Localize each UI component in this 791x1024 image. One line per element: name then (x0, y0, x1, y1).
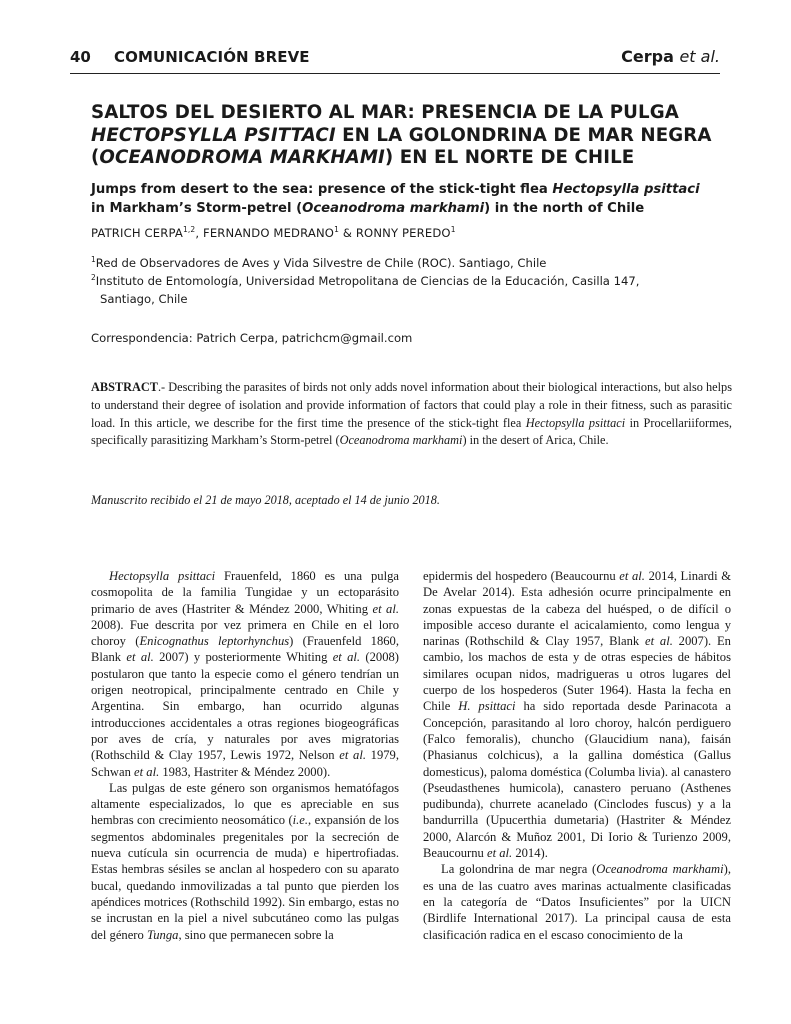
section-label: COMUNICACIÓN BREVE (114, 48, 310, 66)
english-title-line-2 (91, 199, 731, 218)
english-title (91, 180, 731, 218)
page-header (70, 46, 720, 72)
title-line-2-rest: EN LA GOLONDRINA DE MAR NEGRA (335, 124, 712, 146)
affiliation-1-text: Red de Observadores de Aves y Vida Silvestre de Chile (ROC). Santiago, Chile (95, 256, 547, 270)
title-line-3 (91, 147, 731, 170)
body-text: ) (Frauenfeld 1860, Blank (91, 634, 399, 665)
species-name: Enicognathus leptorhynchus (139, 634, 290, 649)
english-title-species-flea: Hectopsylla psittaci (552, 182, 700, 197)
affiliation-1 (91, 254, 731, 272)
body-text: 2007). En cambio, los machos de esta y de otras especies de hábitos similares ocupan nidos, madrigueras u otros lugares del cuerpo de los hospederos (Suter 1964). Hasta la fecha en Chile (423, 634, 731, 714)
running-author (621, 47, 720, 66)
author-cerpa-affil: 1,2 (182, 225, 196, 235)
body-text: 2014, Linardi & De Avelar 2014). Esta adhesión ocurre principalmente en zonas expuestas de la cabeza del huésped, o de difícil o imposible acceso durante el acicalamiento, como lengua y narinas (Rothschild & Clay 1957, Blank (423, 569, 731, 649)
title-line-3-rest: ) EN EL NORTE DE CHILE (384, 147, 635, 168)
english-title-text-2: in Markham’s Storm-petrel ( (91, 201, 303, 216)
running-author-etal: et al. (679, 47, 720, 66)
abstract-text-1: .- Describing the parasites of birds not only adds novel information about their biological interactions, but also helps to understand their degree of isolation and provide information of factors that could play a role in their fitness, such as parasitic load. In this article, we describe for the first time the presence of the stick-tight flea (91, 380, 732, 430)
body-text: 1979, Schwan (91, 748, 399, 779)
abstract-species-flea: Hectopsylla psittaci (525, 415, 626, 430)
author-peredo: & RONNY PEREDO (338, 226, 451, 240)
body-text: (2008) postularon que tanto la especie como el género tendrían un origen neotropical, principalmente centrado en Chile y Argentina. Sin embargo, han ocurrido algunas introducciones accidentales a otras regiones biogeográficas por aves de cría, y naturales por aves migratorias (Rothschild & Clay 1957, Lewis 1972, Nelson (91, 650, 399, 763)
abstract (91, 379, 732, 450)
affiliation-2-marker: 2 (91, 273, 96, 283)
abstract-label: ABSTRACT (91, 380, 158, 394)
english-title-line-1 (91, 180, 731, 199)
author-medrano-affil: 1 (334, 225, 339, 235)
abstract-text-3: ) in the desert of Arica, Chile. (462, 433, 609, 448)
header-rule (70, 73, 720, 74)
body-text: 2007) y posteriormente Whiting (153, 650, 333, 665)
body-text: 1983, Hastriter & Méndez 2000). (159, 764, 331, 779)
affiliation-2 (91, 272, 731, 290)
etal: et al. (372, 601, 399, 616)
author-list (91, 226, 456, 240)
body-text: ), es una de las cuatro aves marinas actualmente clasificadas en la categoría de “Datos Insuficientes” por la UICN (Birdlife International 2017). La principal causa de esta clasificación radica en el escaso conocimiento de la (423, 862, 731, 942)
body-paragraph (423, 568, 731, 861)
body-paragraph (91, 780, 399, 943)
etal: et al. (487, 846, 513, 861)
body-text: 2014). (512, 846, 548, 861)
etal: et al. (126, 650, 154, 665)
etal: et al. (339, 748, 366, 763)
received-dates: Manuscrito recibido el 21 de mayo 2018, aceptado el 14 de junio 2018. (91, 493, 440, 507)
species-name: H. psittaci (458, 699, 516, 714)
english-title-text-1: Jumps from desert to the sea: presence of the stick-tight flea (91, 182, 553, 197)
title-species-flea: HECTOPSYLLA PSITTACI (91, 124, 336, 146)
body-paragraph (423, 861, 731, 942)
body-text: , expansión de los segmentos abdominales pregenitales por la secreción de nueva cutícula sin ocurrencia de muda) e hipertrofiadas. Estas hembras sésiles se anclan al hospedero con su aparato bucal, quedando inmovilizadas a tal punto que pierden los apéndices motrices (Rothschild 1992). Sin embargo, estas no se incrustan en la piel a nivel subcutáneo como las pulgas del género (91, 813, 399, 942)
body-text: , sino que permanecen sobre la (178, 927, 334, 942)
etal: et al. (645, 634, 673, 649)
species-name: Tunga (146, 927, 179, 942)
abbrev: i.e. (292, 813, 309, 828)
title-line-1: SALTOS DEL DESIERTO AL MAR: PRESENCIA DE LA PULGA (91, 102, 679, 123)
affiliation-2-text: Instituto de Entomología, Universidad Metropolitana de Ciencias de la Educación, Casilla 147, (95, 274, 640, 288)
species-name: Oceanodroma markhami (596, 862, 724, 877)
running-author-name: Cerpa (621, 47, 674, 66)
english-title-text-3: ) in the north of Chile (484, 201, 645, 216)
author-peredo-affil: 1 (450, 225, 456, 235)
correspondence: Correspondencia: Patrich Cerpa, patrichcm@gmail.com (91, 331, 413, 345)
body-text: ha sido reportada desde Parinacota a Concepción, parasitando al loro choroy, halcón perdiguero (Falco femoralis), chuncho (Glaucidium nana), faisán (Phasianus colchicus), a la gallina doméstica (Gallus domesticus), paloma doméstica (Columba livia). al canastero (Pseudasthenes humicola), canastero peruano (Asthenes pudibunda), churrete acanelado (Cinclodes fuscus) y a la bandurrilla (Upucerthia dumetaria) (Hastriter & Méndez 2000, Alarcón & Muñoz 2001, Di Iorio & Turienzo 2009, Beaucournu (423, 699, 731, 861)
affiliation-2-continued: Santiago, Chile (100, 292, 188, 306)
abstract-species-bird: Oceanodroma markhami (339, 433, 463, 448)
etal: et al. (134, 764, 160, 779)
article-title (91, 102, 731, 170)
etal: et al. (332, 650, 361, 665)
body-text: Frauenfeld, 1860 es una pulga cosmopolita de la familia Tungidae y un ectoparásito primario de aves (Hastriter & Méndez 2000, Whiting (91, 569, 399, 616)
title-line-2 (91, 125, 731, 148)
body-text: epidermis del hospedero (Beaucournu (423, 569, 620, 583)
body-paragraph (91, 568, 399, 780)
affiliation-1-marker: 1 (91, 255, 96, 265)
body-column-right (423, 568, 731, 943)
species-name: Hectopsylla psittaci (109, 569, 216, 583)
affiliations (91, 254, 731, 308)
english-title-species-bird: Oceanodroma markhami (302, 201, 485, 216)
abstract-text-2: in Procellariiformes, specifically parasitizing Markham’s Storm-petrel ( (91, 415, 732, 448)
body-text: La golondrina de mar negra ( (441, 862, 597, 877)
body-text: 2008). Fue descrita por vez primera en Chile en el loro choroy ( (91, 617, 399, 649)
author-medrano: , FERNANDO MEDRANO (195, 226, 335, 240)
etal: et al. (619, 569, 645, 583)
body-text: Las pulgas de este género son organismos hematófagos altamente especializados, lo que es apreciable en sus hembras con crecimiento neosomático ( (91, 780, 399, 828)
title-line-3-open: ( (91, 147, 100, 168)
body-column-left (91, 568, 399, 943)
author-cerpa: PATRICH CERPA (91, 226, 183, 240)
title-species-bird: OCEANODROMA MARKHAMI (99, 147, 385, 168)
page-number: 40 (70, 48, 91, 66)
